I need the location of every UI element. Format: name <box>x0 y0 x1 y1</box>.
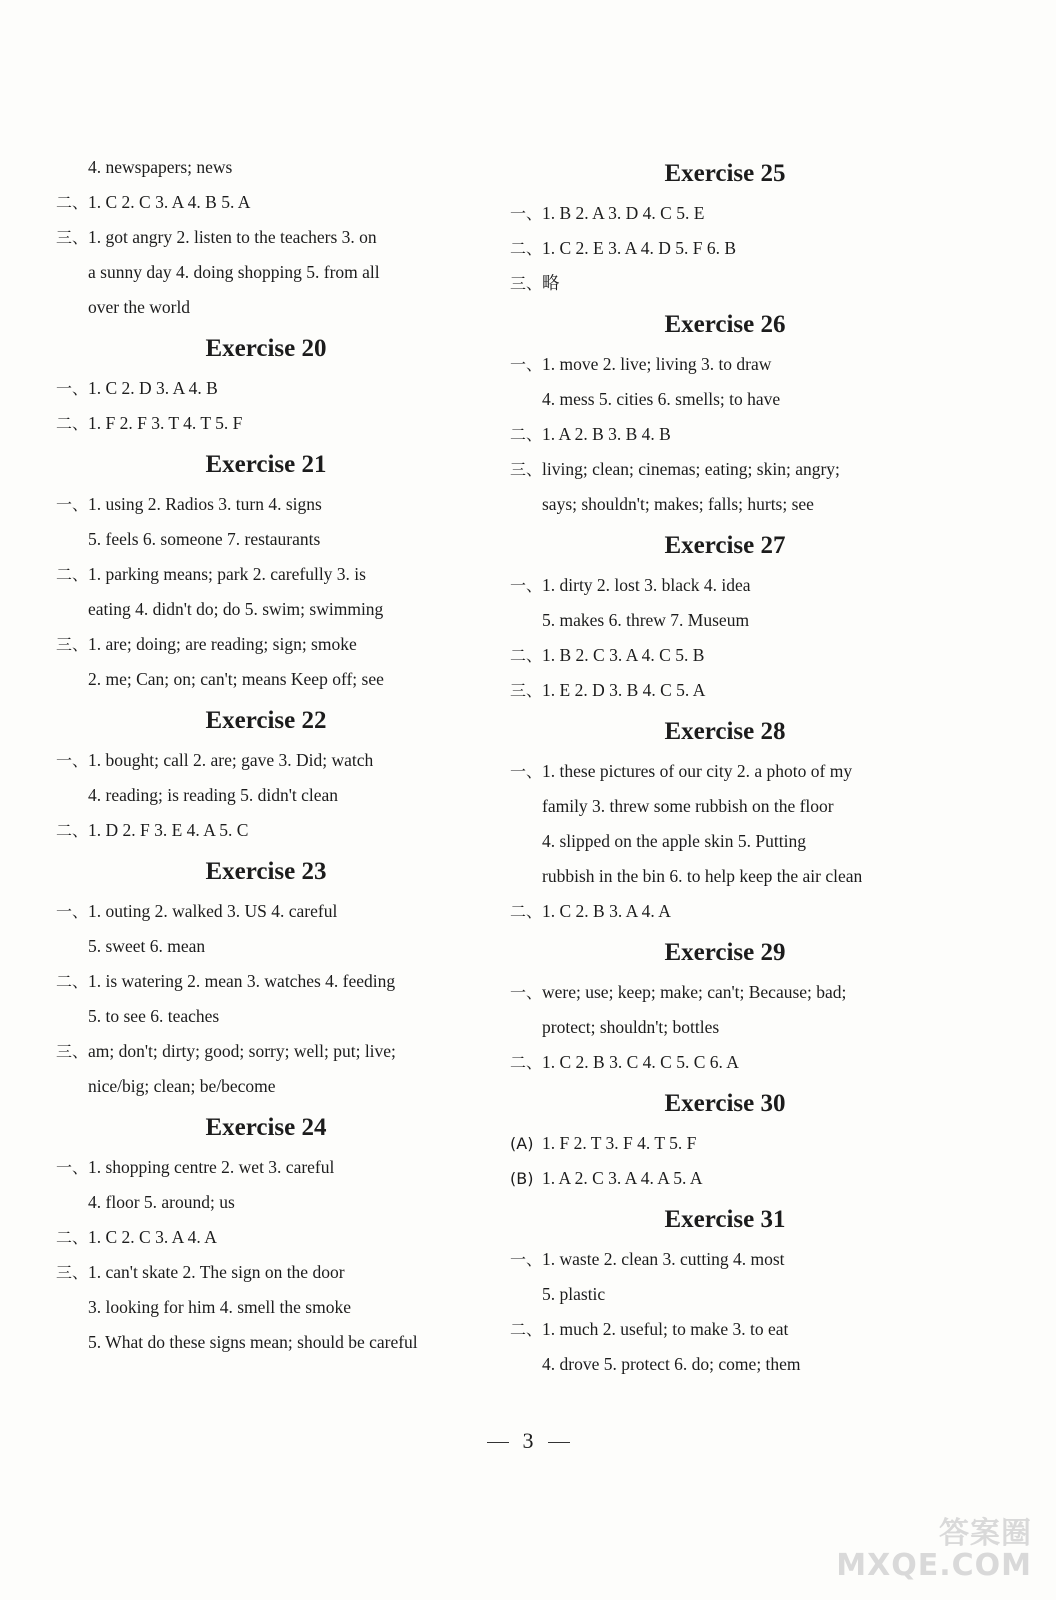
answer-line <box>510 859 940 894</box>
answer-line <box>56 592 476 627</box>
answer-line <box>56 371 476 406</box>
answer-text: eating 4. didn't do; do 5. swim; swimming <box>88 599 384 619</box>
section-marker: 三、 <box>56 635 89 654</box>
answer-line <box>56 627 476 662</box>
answer-text: 1. can't skate 2. The sign on the door <box>88 1262 345 1282</box>
answer-text: were; use; keep; make; can't; Because; bad; <box>542 982 847 1002</box>
section-marker: 一、 <box>510 983 543 1002</box>
exercise-title: Exercise 25 <box>664 160 786 187</box>
answer-line <box>56 522 476 557</box>
answer-line <box>510 1347 940 1382</box>
answer-line <box>510 1126 940 1161</box>
page-number <box>0 1428 1056 1454</box>
answer-text: 3. looking for him 4. smell the smoke <box>88 1297 351 1317</box>
answer-text: 1. are; doing; are reading; sign; smoke <box>88 634 357 654</box>
answer-text: 5. to see 6. teaches <box>88 1006 220 1026</box>
exercise-title: Exercise 21 <box>205 451 327 478</box>
answer-text: protect; shouldn't; bottles <box>542 1017 720 1037</box>
answer-text: 略 <box>542 273 560 293</box>
answer-line <box>510 1242 940 1277</box>
answer-text: 4. floor 5. around; us <box>88 1192 235 1212</box>
answer-line <box>56 1185 476 1220</box>
answer-text: 5. sweet 6. mean <box>88 936 206 956</box>
watermark-line-1: 答案圈 <box>939 1516 1032 1551</box>
exercise-title: Exercise 23 <box>205 858 327 885</box>
section-marker: 一、 <box>56 751 89 770</box>
left-column <box>56 150 476 1360</box>
answer-line <box>510 1010 940 1045</box>
answer-line <box>56 1290 476 1325</box>
section-marker: 一、 <box>56 902 89 921</box>
answer-text: 1. bought; call 2. are; gave 3. Did; watch <box>88 750 374 770</box>
answer-text: 1. A 2. C 3. A 4. A 5. A <box>542 1168 703 1188</box>
section-marker: 二、 <box>510 646 543 665</box>
answer-text: 1. F 2. F 3. T 4. T 5. F <box>88 413 243 433</box>
section-marker: 一、 <box>56 1158 89 1177</box>
answer-line <box>510 231 940 266</box>
answer-text: a sunny day 4. doing shopping 5. from all <box>88 262 380 282</box>
answer-line <box>56 929 476 964</box>
section-marker: 二、 <box>56 1228 89 1247</box>
answer-line <box>56 220 476 255</box>
watermark-logo <box>836 1518 1032 1582</box>
answer-text: 4. reading; is reading 5. didn't clean <box>88 785 339 805</box>
answer-line <box>56 255 476 290</box>
exercise-title: Exercise 20 <box>205 335 327 362</box>
section-marker: 二、 <box>510 1053 543 1072</box>
answer-line <box>56 557 476 592</box>
answer-text: 1. C 2. C 3. A 4. B 5. A <box>88 192 251 212</box>
answer-line <box>510 894 940 929</box>
answer-line <box>510 196 940 231</box>
answer-line <box>510 382 940 417</box>
answer-text: 1. shopping centre 2. wet 3. careful <box>88 1157 335 1177</box>
page-number-value: 3 <box>522 1428 534 1453</box>
answer-text: 1. using 2. Radios 3. turn 4. signs <box>88 494 322 514</box>
answer-text: 4. mess 5. cities 6. smells; to have <box>542 389 781 409</box>
answer-line <box>510 1045 940 1080</box>
section-marker: 一、 <box>510 762 543 781</box>
answer-line <box>510 789 940 824</box>
answer-line <box>510 487 940 522</box>
answer-text: 4. drove 5. protect 6. do; come; them <box>542 1354 801 1374</box>
answer-line <box>510 266 940 301</box>
answer-line <box>56 894 476 929</box>
answer-text: 1. C 2. D 3. A 4. B <box>88 378 218 398</box>
answer-text: 1. C 2. B 3. A 4. A <box>542 901 671 921</box>
section-marker: 一、 <box>56 379 89 398</box>
answer-line <box>56 150 476 185</box>
answer-line <box>56 1325 476 1360</box>
answer-line <box>56 185 476 220</box>
answer-text: 1. parking means; park 2. carefully 3. is <box>88 564 366 584</box>
answer-text: 5. feels 6. someone 7. restaurants <box>88 529 321 549</box>
answer-text: 1. D 2. F 3. E 4. A 5. C <box>88 820 249 840</box>
exercise-title: Exercise 27 <box>664 532 786 559</box>
answer-line <box>56 964 476 999</box>
answer-text: over the world <box>88 297 191 317</box>
answer-line <box>510 673 940 708</box>
section-marker: 一、 <box>510 204 543 223</box>
answer-text: 1. dirty 2. lost 3. black 4. idea <box>542 575 751 595</box>
section-marker: 二、 <box>510 1320 543 1339</box>
answer-line <box>56 1034 476 1069</box>
section-marker: 三、 <box>510 681 543 700</box>
answer-line <box>56 487 476 522</box>
answer-text: rubbish in the bin 6. to help keep the air clean <box>542 866 863 886</box>
answer-text: 1. C 2. B 3. C 4. C 5. C 6. A <box>542 1052 739 1072</box>
answer-line <box>510 1161 940 1196</box>
section-marker: 二、 <box>510 902 543 921</box>
section-marker: 二、 <box>56 565 89 584</box>
section-marker: 三、 <box>56 1263 89 1282</box>
answer-text: 1. A 2. B 3. B 4. B <box>542 424 671 444</box>
answer-text: 1. C 2. E 3. A 4. D 5. F 6. B <box>542 238 736 258</box>
section-marker: 二、 <box>510 425 543 444</box>
section-marker: 三、 <box>510 460 543 479</box>
answer-text: 1. got angry 2. listen to the teachers 3. on <box>88 227 377 247</box>
exercise-title: Exercise 29 <box>664 939 786 966</box>
answer-line <box>510 347 940 382</box>
answer-line <box>56 1069 476 1104</box>
answer-text: am; don't; dirty; good; sorry; well; put; live; <box>88 1041 396 1061</box>
answer-line <box>56 662 476 697</box>
section-marker: 一、 <box>56 495 89 514</box>
answer-text: 2. me; Can; on; can't; means Keep off; see <box>88 669 384 689</box>
answer-text: 1. move 2. live; living 3. to draw <box>542 354 772 374</box>
answer-text: 1. E 2. D 3. B 4. C 5. A <box>542 680 706 700</box>
answer-line <box>56 1255 476 1290</box>
answer-text: 1. B 2. A 3. D 4. C 5. E <box>542 203 705 223</box>
answer-text: 1. is watering 2. mean 3. watches 4. feeding <box>88 971 396 991</box>
section-marker: (B) <box>510 1169 534 1188</box>
answer-text: 1. much 2. useful; to make 3. to eat <box>542 1319 789 1339</box>
exercise-title: Exercise 28 <box>664 718 786 745</box>
section-marker: 一、 <box>510 355 543 374</box>
exercise-title: Exercise 26 <box>664 311 786 338</box>
answer-line <box>56 1150 476 1185</box>
answer-line <box>510 417 940 452</box>
section-marker: 二、 <box>56 414 89 433</box>
exercise-title: Exercise 22 <box>205 707 327 734</box>
answer-line <box>56 290 476 325</box>
answer-text: 1. outing 2. walked 3. US 4. careful <box>88 901 338 921</box>
answer-line <box>510 975 940 1010</box>
answer-line <box>56 743 476 778</box>
exercise-title: Exercise 30 <box>664 1090 786 1117</box>
answer-text: 1. C 2. C 3. A 4. A <box>88 1227 217 1247</box>
answer-text: 1. these pictures of our city 2. a photo of my <box>542 761 853 781</box>
section-marker: 二、 <box>56 193 89 212</box>
section-marker: 一、 <box>510 1250 543 1269</box>
answer-text: nice/big; clean; be/become <box>88 1076 276 1096</box>
right-column <box>510 150 940 1382</box>
section-marker: 二、 <box>56 972 89 991</box>
answer-text: 4. newspapers; news <box>88 157 233 177</box>
answer-line <box>56 999 476 1034</box>
answer-text: family 3. threw some rubbish on the floor <box>542 796 834 816</box>
answer-text: living; clean; cinemas; eating; skin; angry; <box>542 459 840 479</box>
page-number-dash-right <box>548 1442 570 1443</box>
answer-line <box>510 754 940 789</box>
watermark-line-2: MXQE.COM <box>836 1548 1032 1583</box>
section-marker: 二、 <box>56 821 89 840</box>
answer-line <box>510 1277 940 1312</box>
answer-text: 1. B 2. C 3. A 4. C 5. B <box>542 645 705 665</box>
answer-text: 1. waste 2. clean 3. cutting 4. most <box>542 1249 785 1269</box>
section-marker: 三、 <box>510 274 543 293</box>
answer-line <box>56 813 476 848</box>
answer-text: 5. plastic <box>542 1284 606 1304</box>
answer-text: 4. slipped on the apple skin 5. Putting <box>542 831 806 851</box>
section-marker: 二、 <box>510 239 543 258</box>
section-marker: 一、 <box>510 576 543 595</box>
answer-line <box>56 406 476 441</box>
answer-line <box>56 778 476 813</box>
exercise-title: Exercise 31 <box>664 1206 786 1233</box>
answer-line <box>510 638 940 673</box>
answer-line <box>510 1312 940 1347</box>
answer-line <box>510 824 940 859</box>
section-marker: 三、 <box>56 1042 89 1061</box>
answer-line <box>510 603 940 638</box>
answer-line <box>510 568 940 603</box>
answer-text: 1. F 2. T 3. F 4. T 5. F <box>542 1133 697 1153</box>
page-number-dash-left <box>487 1442 509 1443</box>
answer-line <box>510 452 940 487</box>
answer-text: 5. What do these signs mean; should be careful <box>88 1332 418 1352</box>
answer-line <box>56 1220 476 1255</box>
exercise-title: Exercise 24 <box>205 1114 327 1141</box>
answer-text: says; shouldn't; makes; falls; hurts; see <box>542 494 814 514</box>
answer-text: 5. makes 6. threw 7. Museum <box>542 610 750 630</box>
section-marker: 三、 <box>56 228 89 247</box>
section-marker: (A) <box>510 1134 534 1153</box>
